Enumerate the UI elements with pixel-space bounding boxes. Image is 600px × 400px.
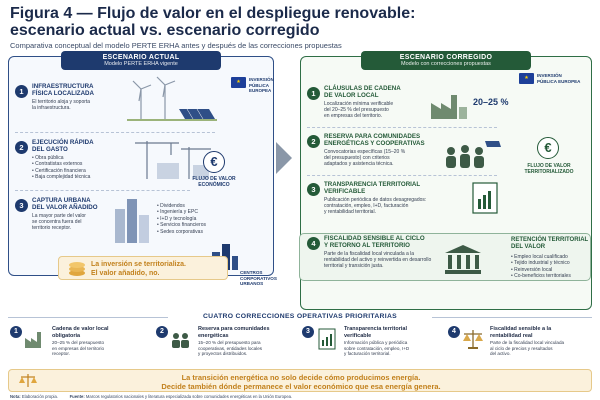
label-line: ECONÓMICO: [198, 182, 230, 188]
text-line: en empresas del territorio: [52, 345, 105, 351]
panel-subheading-text: Modelo con correcciones propuestas: [401, 61, 491, 67]
bullet-item: • Servicios financieros: [157, 222, 227, 228]
block-text-line: y rentabilidad territorial.: [324, 209, 376, 215]
wind-turbine-icon: [133, 77, 175, 119]
euro-coin-icon: €: [537, 137, 559, 159]
block-text: [324, 101, 424, 119]
source-label: Fuente:: [69, 394, 85, 399]
retention-title: [511, 237, 588, 251]
transparency-block: [324, 181, 474, 215]
bullet-item: • Sedes corporativas: [157, 229, 227, 235]
block-title-line: ENERGÉTICAS Y COOPERATIVAS: [324, 140, 425, 147]
title-block: [10, 5, 590, 50]
block-text-line: del presupuesto) con criterios: [324, 155, 390, 161]
eu-flag-icon: ★: [519, 73, 534, 84]
correction-text: [490, 340, 588, 357]
block-title: [32, 83, 127, 97]
coins-icon: [67, 261, 87, 277]
correction-item-3: [302, 326, 444, 366]
block-title-line: CAPTURA URBANA: [32, 197, 91, 204]
correction-text: [52, 340, 150, 357]
step-number: 2: [307, 135, 320, 148]
block-text-line: rentabilidad del activo y reinvertida en desarrollo: [324, 257, 432, 263]
text-line: Información pública y periódica: [344, 340, 408, 345]
block-title: [32, 139, 127, 153]
block-text-line: Convocatorias específicas (15–20 %: [324, 149, 406, 155]
label-line: INVERSIÓN: [249, 77, 274, 82]
corrected-scenario-panel: [300, 56, 592, 310]
solar-panel-icon: [179, 109, 215, 119]
step-number: 3: [307, 183, 320, 196]
block-text: [32, 99, 127, 111]
scales-icon: [462, 328, 484, 350]
block-title-line: TRANSPARENCIA TERRITORIAL: [324, 181, 421, 188]
label-line: FLUJO DE VALOR: [192, 176, 236, 182]
bullet-item: • Tejido industrial y técnico: [511, 260, 591, 266]
block-text-line: adaptados y asistencia técnica.: [324, 161, 394, 167]
bullet-item: • Co-beneficios territoriales: [511, 273, 591, 279]
current-scenario-heading: [61, 51, 221, 70]
title-line-1: Figura 4 — Flujo de valor en el despliegue renovable:: [10, 5, 416, 22]
bullet-item: • Certificación financiera: [32, 168, 127, 174]
corrections-heading: CUATRO CORRECCIONES OPERATIVAS PRIORITARIAS: [202, 313, 398, 320]
text-line: y facturación territorial.: [344, 351, 391, 357]
block-title-line: INFRAESTRUCTURA: [32, 83, 94, 90]
block-text: [324, 197, 474, 215]
people-group-icon: [441, 133, 501, 173]
title-line-2: escenario actual vs. escenario corregido: [10, 22, 320, 39]
block-title: [32, 197, 112, 211]
territorial-flow-label: [519, 163, 579, 175]
text-line: receptor.: [52, 351, 70, 357]
divider: [15, 132, 215, 133]
label-line: CORPORATIVOS: [240, 275, 277, 281]
correction-title: [344, 326, 442, 339]
step-number: 1: [15, 85, 28, 98]
title-line: Cadena de valor local: [52, 326, 109, 332]
local-share-percent: 20–25 %: [473, 97, 509, 107]
transition-arrow: [276, 142, 292, 174]
bank-icon: [441, 243, 485, 277]
bullet-item: • Reinversión local: [511, 267, 591, 273]
local-value-clause-block: [324, 85, 424, 119]
source-text: Marcos regulatorios nacionales y literatura especializada sobre comunidades energéticas en la Unión Europea.: [85, 394, 293, 399]
document-chart-icon: [316, 328, 338, 350]
block-title-line: VERIFICABLE: [324, 188, 366, 195]
block-title-line: FÍSICA LOCALIZADA: [32, 90, 94, 97]
correction-text: [198, 340, 296, 357]
block-text-line: del 20–25 % del presupuesto: [324, 107, 389, 113]
text-line: y proyectos distribuidos.: [198, 351, 248, 357]
block-text-line: Localización mínima verificable: [324, 101, 394, 107]
urban-capture-block: [32, 197, 112, 231]
eu-investment-label: [249, 77, 274, 94]
label-line: RETENCIÓN TERRITORIAL: [511, 237, 589, 243]
divider: [307, 127, 497, 128]
value-destination-list: [157, 203, 227, 235]
block-title-line: DEL GASTO: [32, 146, 68, 153]
label-line: FLUJO DE VALOR: [527, 163, 571, 169]
bullet-item: • I+D y tecnología: [157, 216, 227, 222]
note-label: Nota:: [10, 394, 21, 399]
text-line: 15–20 % del presupuesto para: [198, 340, 261, 345]
people-group-icon: [170, 328, 192, 350]
correction-title: [490, 326, 588, 339]
bullet-list: [32, 155, 127, 181]
correction-item-2: [156, 326, 298, 366]
label-line: URBANOS: [240, 281, 264, 286]
block-title: [324, 181, 474, 195]
bullet-item: • Contratistas externos: [32, 161, 127, 167]
block-text: [324, 149, 439, 167]
note-text: Elaboración propia.: [21, 394, 58, 399]
figure-subtitle: Comparativa conceptual del modelo PERTE ERHA antes y después de las correcciones propuestas: [10, 41, 342, 50]
eu-investment-label: [537, 73, 580, 84]
block-text-line: la infraestructura.: [32, 105, 71, 111]
correction-number: 3: [302, 326, 314, 338]
panel-subheading-text: Modelo PERTE ERHA vigente: [104, 61, 178, 67]
wind-solar-illustration: [127, 75, 217, 125]
block-text-line: El territorio aloja y soporta: [32, 99, 91, 105]
text-line: cooperativas, entidades locales: [198, 345, 263, 351]
left-summary-bar: [58, 256, 228, 280]
title-line: rentabilidad real: [490, 332, 533, 339]
bullet-item: • Baja complejidad técnica: [32, 174, 127, 180]
retention-list: [511, 254, 591, 280]
community-reserve-block: [324, 133, 439, 167]
corporate-centers-label: [240, 270, 277, 287]
factory-icon: [24, 328, 46, 350]
figure-title: [10, 5, 590, 39]
text-line: sobre contratación, empleo, I+D: [344, 345, 410, 351]
eu-flag-icon: ★: [231, 77, 246, 88]
title-line: Reserva para comunidades: [198, 326, 270, 332]
block-text-line: se concentra fuera del: [32, 219, 82, 225]
document-chart-icon: [471, 181, 505, 217]
block-title-line: FISCALIDAD SENSIBLE AL CICLO: [324, 235, 425, 242]
title-line: verificable: [344, 332, 372, 339]
block-title: [324, 133, 439, 147]
corrected-scenario-heading: [361, 51, 531, 70]
conclusion-line-2: Decide también dónde permanece el valor económico que esa energía genera.: [161, 382, 441, 391]
step-number: 3: [15, 199, 28, 212]
correction-number: 4: [448, 326, 460, 338]
notes-line: [10, 394, 292, 399]
block-title-line: DEL VALOR AÑADIDO: [32, 204, 98, 211]
block-title-line: CLÁUSULAS DE CADENA: [324, 85, 401, 92]
block-text-line: en empresas del territorio.: [324, 113, 383, 119]
block-title-line: Y RETORNO AL TERRITORIO: [324, 242, 410, 249]
block-title-line: DE VALOR LOCAL: [324, 92, 379, 99]
divider: [15, 190, 190, 191]
correction-item-1: [10, 326, 152, 366]
panel-heading-text: ESCENARIO ACTUAL: [102, 54, 180, 61]
label-line: PÚBLICA EUROPEA: [537, 78, 581, 84]
conclusion-bar: [8, 369, 592, 392]
bullet-item: • Dividendos: [157, 203, 227, 209]
correction-text: [344, 340, 442, 357]
label-line: TERRITORIALIZADO: [524, 169, 574, 175]
label-line: CENTROS: [240, 270, 263, 275]
correction-number: 1: [10, 326, 22, 338]
step-number: 2: [15, 141, 28, 154]
title-line: energéticas: [198, 332, 229, 339]
divider: [307, 175, 497, 176]
bullet-item: • Obra pública: [32, 155, 127, 161]
block-text-line: territorial y transición justa.: [324, 263, 384, 269]
block-title-line: RESERVA PARA COMUNIDADES: [324, 133, 421, 140]
text-line: al ciclo de precios y resultados: [490, 345, 553, 351]
label-line: INVERSIÓN: [537, 73, 562, 78]
title-line: obligatoria: [52, 332, 81, 339]
block-text: [32, 213, 112, 231]
infra-block: [32, 83, 127, 111]
bullet-item: • Ingeniería y EPC: [157, 209, 227, 215]
city-buildings-icon: [111, 195, 151, 245]
title-line: Transparencia territorial: [344, 326, 407, 332]
panel-heading-text: ESCENARIO CORREGIDO: [399, 54, 493, 61]
step-number: 4: [307, 237, 320, 250]
bullet-item: • Empleo local cualificado: [511, 254, 591, 260]
label-line: PÚBLICA EUROPEA: [249, 82, 272, 93]
economic-flow-label: [187, 176, 241, 188]
block-title-line: EJECUCIÓN RÁPIDA: [32, 139, 94, 146]
block-text-line: La mayor parte del valor: [32, 213, 86, 219]
conclusion-line-1: La transición energética no solo decide cómo producimos energía.: [181, 373, 421, 382]
step-number: 1: [307, 87, 320, 100]
summary-line-2: El valor añadido, no.: [91, 270, 160, 277]
euro-coin-icon: €: [203, 151, 225, 173]
correction-item-4: [448, 326, 590, 366]
block-title: [324, 85, 424, 99]
block-text-line: Parte de la fiscalidad local vinculada a la: [324, 251, 415, 257]
block-text-line: territorio receptor.: [32, 225, 72, 231]
fast-spending-block: [32, 139, 127, 181]
text-line: Parte de la fiscalidad local vinculada: [490, 340, 565, 345]
correction-number: 2: [156, 326, 168, 338]
block-text-line: Publicación periódica de datos desagregados:: [324, 197, 427, 203]
label-line: DEL VALOR: [511, 244, 546, 250]
text-line: del activo.: [490, 351, 511, 357]
title-line: Fiscalidad sensible a la: [490, 326, 552, 332]
correction-title: [52, 326, 150, 339]
factory-icon: [429, 87, 469, 121]
text-line: 20–25 % del presupuesto: [52, 340, 105, 345]
summary-line-1: La inversión se territorializa.: [91, 261, 186, 268]
block-text-line: contratación, empleo, I+D, facturación: [324, 203, 409, 209]
correction-title: [198, 326, 296, 339]
